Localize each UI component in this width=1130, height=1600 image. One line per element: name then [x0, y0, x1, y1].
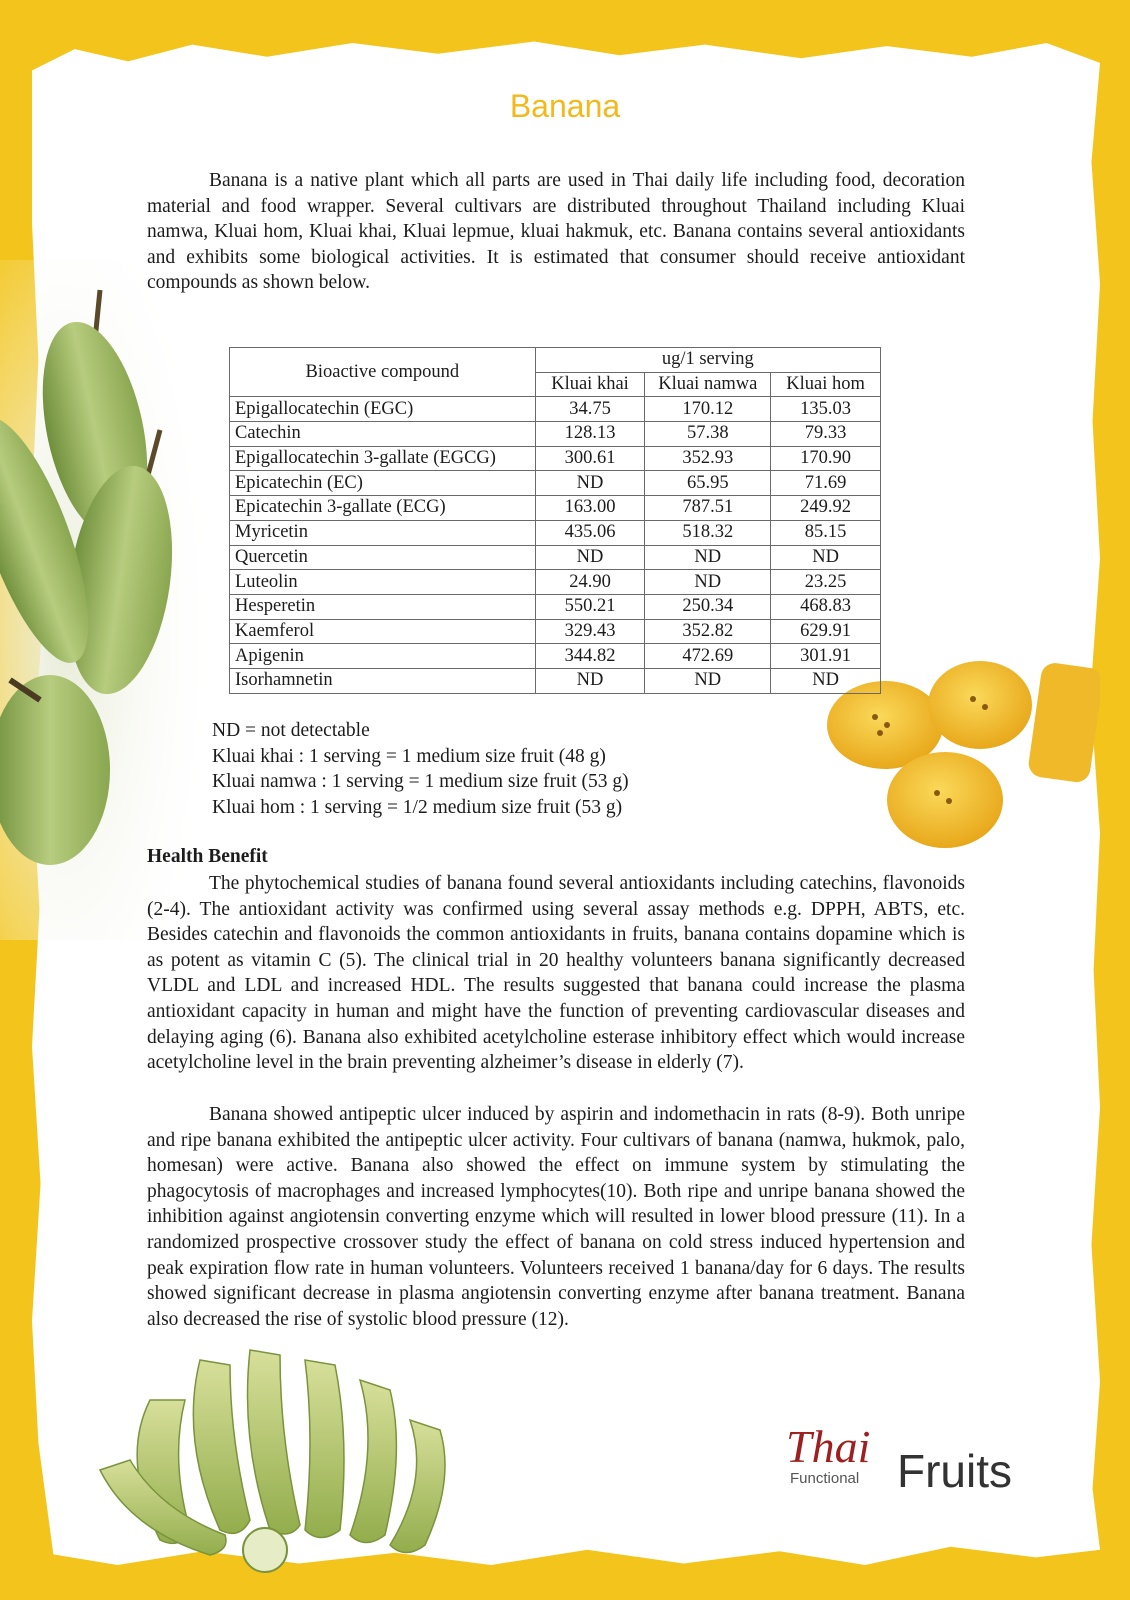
table-cell: 472.69: [645, 644, 771, 669]
health-paragraph-2: Banana showed antipeptic ulcer induced by aspirin and indomethacin in rats (8-9). Both unripe and ripe banana exhibited the antipeptic ulcer activity. Four cultivars of banana (namwa, hukmok, palo, homesan) were active. Banana also showed the effect on immune system by stimulating the phagocytosis of macrophages and increased lymphocytes(10). Both ripe and unripe banana showed the inhibition against angiotensin converting enzyme which will resulted in lower blood pressure (11). In a randomized prospective crossover study the effect of banana on cold stress induced hypertension and peak expiration flow rate in human volunteers. Volunteers received 1 banana/day for 6 days. The results showed significant decrease in plasma angiotensin converting enzyme after banana treatment. Banana also decreased the rise of systolic blood pressure (12).: [147, 1104, 965, 1330]
table-cell: 787.51: [645, 496, 771, 521]
table-cell: 629.91: [771, 619, 881, 644]
table-row: [230, 496, 881, 521]
table-cell: ND: [645, 545, 771, 570]
table-cell: 301.91: [771, 644, 881, 669]
table-cell: 249.92: [771, 496, 881, 521]
page-title: Banana: [509, 88, 621, 124]
table-cell: 163.00: [535, 496, 645, 521]
compound-name: Quercetin: [230, 545, 536, 570]
health-paragraph-1: The phytochemical studies of banana found several antioxidants including catechins, flavonoids (2-4). The antioxidant activity was confirmed using several assay methods e.g. DPPH, ABTS, etc. Besides catechin and flavonoids the common antioxidants in fruits, banana contains dopamine which is as potent as vitamin C (5). The clinical trial in 20 healthy volunteers banana significantly decreased VLDL and LDL and increased HDL. The results suggested that banana could increase the plasma antioxidant capacity in human and might have the function of preventing cardiovascular diseases and delaying aging (6). Banana also exhibited acetylcholine esterase inhibitory effect which would increase acetylcholine level in the brain preventing alzheimer’s disease in elderly (7).: [147, 873, 965, 1074]
antioxidant-table: [229, 347, 881, 694]
table-row: [230, 520, 881, 545]
table-row: [230, 545, 881, 570]
table-cell: 518.32: [645, 520, 771, 545]
table-cell: 34.75: [535, 397, 645, 422]
table-row: [230, 570, 881, 595]
table-row: [230, 397, 881, 422]
table-cell: 329.43: [535, 619, 645, 644]
table-cell: 435.06: [535, 520, 645, 545]
table-cell: 550.21: [535, 594, 645, 619]
table-cell: 135.03: [771, 397, 881, 422]
note-line: Kluai hom : 1 serving = 1/2 medium size fruit (53 g): [212, 796, 623, 818]
brand-fruits-text: Fruits: [897, 1445, 1012, 1497]
note-line: Kluai namwa : 1 serving = 1 medium size fruit (53 g): [212, 771, 629, 793]
table-cell: 128.13: [535, 422, 645, 447]
banana-bunch-illustration: [90, 1340, 490, 1580]
compound-name: Epicatechin 3-gallate (ECG): [230, 496, 536, 521]
table-header-row: [230, 348, 881, 373]
compound-header: Bioactive compound: [230, 348, 536, 397]
table-cell: 23.25: [771, 570, 881, 595]
brand-functional-text: Functional: [790, 1470, 860, 1487]
table-cell: 344.82: [535, 644, 645, 669]
compound-name: Epigallocatechin (EGC): [230, 397, 536, 422]
compound-name: Isorhamnetin: [230, 668, 536, 693]
table-cell: ND: [771, 668, 881, 693]
table-row: [230, 668, 881, 693]
health-benefit-heading: Health Benefit: [147, 846, 268, 867]
table-cell: ND: [771, 545, 881, 570]
compound-name: Myricetin: [230, 520, 536, 545]
table-cell: 170.12: [645, 397, 771, 422]
table-cell: 250.34: [645, 594, 771, 619]
compound-name: Epigallocatechin 3-gallate (EGCG): [230, 446, 536, 471]
table-cell: ND: [535, 471, 645, 496]
column-header: Kluai khai: [535, 372, 645, 397]
table-cell: 352.93: [645, 446, 771, 471]
note-line: Kluai khai : 1 serving = 1 medium size fruit (48 g): [212, 745, 606, 767]
table-cell: 79.33: [771, 422, 881, 447]
table-cell: ND: [535, 545, 645, 570]
note-line: ND = not detectable: [212, 720, 370, 741]
intro-paragraph: Banana is a native plant which all parts are used in Thai daily life including food, decoration material and food wrapper. Several cultivars are distributed throughout Thailand including Kluai namwa, Kluai hom, Kluai khai, Kluai lepmue, kluai hakmuk, etc. Banana contains several antioxidants and exhibits some biological activities. It is estimated that consumer should receive antioxidant compounds as shown below.: [147, 170, 965, 294]
table-cell: 24.90: [535, 570, 645, 595]
table-cell: ND: [645, 570, 771, 595]
table-cell: 170.90: [771, 446, 881, 471]
compound-name: Luteolin: [230, 570, 536, 595]
table-cell: 85.15: [771, 520, 881, 545]
serving-header: ug/1 serving: [535, 348, 880, 373]
column-header: Kluai hom: [771, 372, 881, 397]
table-cell: 71.69: [771, 471, 881, 496]
compound-name: Kaemferol: [230, 619, 536, 644]
table-cell: 57.38: [645, 422, 771, 447]
table-row: [230, 644, 881, 669]
green-bananas-left-illustration: [0, 260, 220, 940]
table-cell: 300.61: [535, 446, 645, 471]
thai-functional-fruits-logo: [760, 1420, 1040, 1500]
column-header: Kluai namwa: [645, 372, 771, 397]
table-cell: ND: [535, 668, 645, 693]
table-row: [230, 446, 881, 471]
table-row: [230, 471, 881, 496]
compound-name: Hesperetin: [230, 594, 536, 619]
table-row: [230, 619, 881, 644]
table-cell: 65.95: [645, 471, 771, 496]
compound-name: Catechin: [230, 422, 536, 447]
table-notes: [212, 718, 629, 820]
table-cell: 352.82: [645, 619, 771, 644]
table-cell: ND: [645, 668, 771, 693]
table-row: [230, 594, 881, 619]
compound-name: Epicatechin (EC): [230, 471, 536, 496]
table-cell: 468.83: [771, 594, 881, 619]
table-row: [230, 422, 881, 447]
brand-thai-text: Thai: [786, 1421, 871, 1472]
compound-name: Apigenin: [230, 644, 536, 669]
